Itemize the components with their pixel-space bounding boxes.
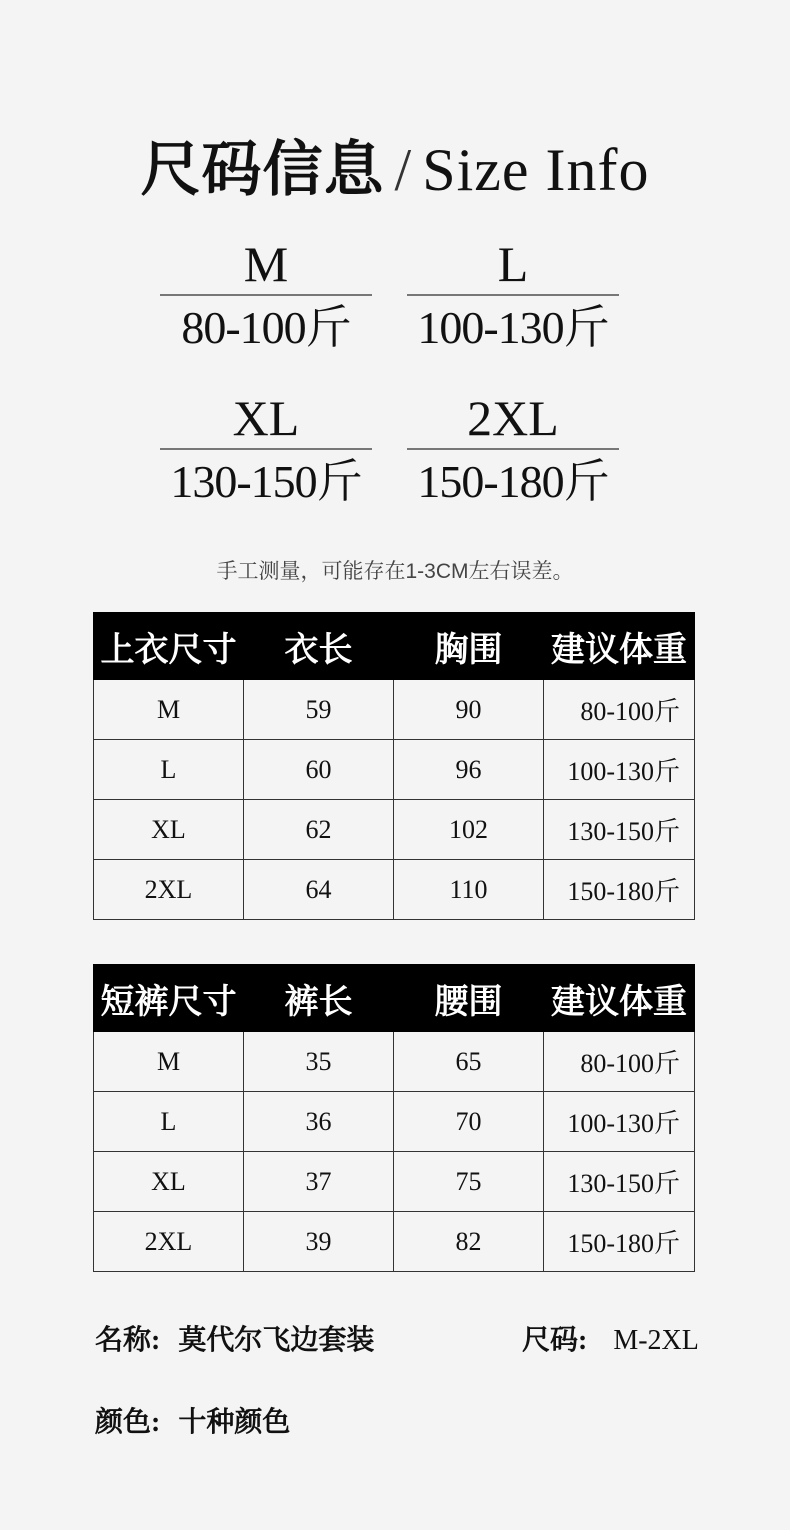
table-row bbox=[94, 1032, 695, 1092]
cell-weight: 100-130斤 bbox=[544, 1092, 695, 1152]
size-range: 150-180斤 bbox=[417, 456, 609, 507]
shorts-size-table bbox=[93, 964, 695, 1272]
divider bbox=[407, 294, 619, 296]
header-cell: 上衣尺寸 bbox=[94, 613, 244, 680]
product-name-line bbox=[95, 1318, 374, 1358]
cell-length: 36 bbox=[244, 1092, 394, 1152]
product-size-value: M-2XL bbox=[613, 1325, 699, 1356]
cell-waist: 65 bbox=[394, 1032, 544, 1092]
table-row bbox=[94, 1212, 695, 1272]
cell-waist: 70 bbox=[394, 1092, 544, 1152]
cell-length: 60 bbox=[244, 740, 394, 800]
cell-waist: 75 bbox=[394, 1152, 544, 1212]
cell-weight: 150-180斤 bbox=[544, 860, 695, 920]
cell-weight: 100-130斤 bbox=[544, 740, 695, 800]
header-cell: 衣长 bbox=[244, 613, 394, 680]
header-cell: 腰围 bbox=[394, 965, 544, 1032]
title-separator: / bbox=[394, 137, 413, 203]
header-cell: 裤长 bbox=[244, 965, 394, 1032]
page-title bbox=[0, 122, 790, 208]
size-range: 100-130斤 bbox=[417, 302, 609, 353]
cell-size: 2XL bbox=[94, 860, 244, 920]
table-row bbox=[94, 800, 695, 860]
cell-weight: 150-180斤 bbox=[544, 1212, 695, 1272]
table-row bbox=[94, 740, 695, 800]
title-cn: 尺码信息 bbox=[140, 137, 385, 203]
size-name: XL bbox=[232, 390, 300, 446]
size-name: M bbox=[243, 236, 289, 292]
table-row bbox=[94, 1152, 695, 1212]
divider bbox=[407, 448, 619, 450]
cell-chest: 90 bbox=[394, 680, 544, 740]
cell-size: L bbox=[94, 740, 244, 800]
size-range: 130-150斤 bbox=[170, 456, 362, 507]
size-block-m bbox=[160, 236, 372, 354]
size-name: L bbox=[497, 236, 529, 292]
product-color-value: 十种颜色 bbox=[178, 1407, 291, 1438]
cell-waist: 82 bbox=[394, 1212, 544, 1272]
header-cell: 建议体重 bbox=[544, 965, 695, 1032]
cell-weight: 80-100斤 bbox=[544, 680, 695, 740]
cell-size: XL bbox=[94, 800, 244, 860]
cell-length: 59 bbox=[244, 680, 394, 740]
size-block-2xl bbox=[407, 390, 619, 508]
product-name-value: 莫代尔飞边套装 bbox=[178, 1325, 375, 1356]
divider bbox=[160, 294, 372, 296]
product-color-line bbox=[95, 1400, 290, 1440]
divider bbox=[160, 448, 372, 450]
cell-weight: 80-100斤 bbox=[544, 1032, 695, 1092]
header-cell: 建议体重 bbox=[544, 613, 695, 680]
cell-length: 39 bbox=[244, 1212, 394, 1272]
cell-length: 64 bbox=[244, 860, 394, 920]
cell-size: L bbox=[94, 1092, 244, 1152]
cell-chest: 110 bbox=[394, 860, 544, 920]
product-name-label: 名称: bbox=[95, 1325, 161, 1356]
size-range: 80-100斤 bbox=[181, 302, 351, 353]
cell-size: M bbox=[94, 1032, 244, 1092]
cell-length: 62 bbox=[244, 800, 394, 860]
table-header-row bbox=[94, 965, 695, 1032]
cell-size: M bbox=[94, 680, 244, 740]
cell-length: 37 bbox=[244, 1152, 394, 1212]
cell-length: 35 bbox=[244, 1032, 394, 1092]
header-cell: 胸围 bbox=[394, 613, 544, 680]
cell-chest: 102 bbox=[394, 800, 544, 860]
cell-size: XL bbox=[94, 1152, 244, 1212]
table-row bbox=[94, 860, 695, 920]
product-size-label: 尺码: bbox=[522, 1325, 588, 1356]
measurement-note: 手工测量，可能存在1-3CM左右误差。 bbox=[216, 560, 574, 583]
product-size-line bbox=[522, 1318, 699, 1358]
cell-weight: 130-150斤 bbox=[544, 800, 695, 860]
cell-weight: 130-150斤 bbox=[544, 1152, 695, 1212]
header-cell: 短裤尺寸 bbox=[94, 965, 244, 1032]
product-color-label: 颜色: bbox=[95, 1407, 161, 1438]
size-block-xl bbox=[160, 390, 372, 508]
table-row bbox=[94, 1092, 695, 1152]
cell-size: 2XL bbox=[94, 1212, 244, 1272]
top-size-table bbox=[93, 612, 695, 920]
title-en: Size Info bbox=[422, 137, 650, 203]
size-name: 2XL bbox=[467, 390, 559, 446]
table-header-row bbox=[94, 613, 695, 680]
cell-chest: 96 bbox=[394, 740, 544, 800]
table-row bbox=[94, 680, 695, 740]
size-block-l bbox=[407, 236, 619, 354]
